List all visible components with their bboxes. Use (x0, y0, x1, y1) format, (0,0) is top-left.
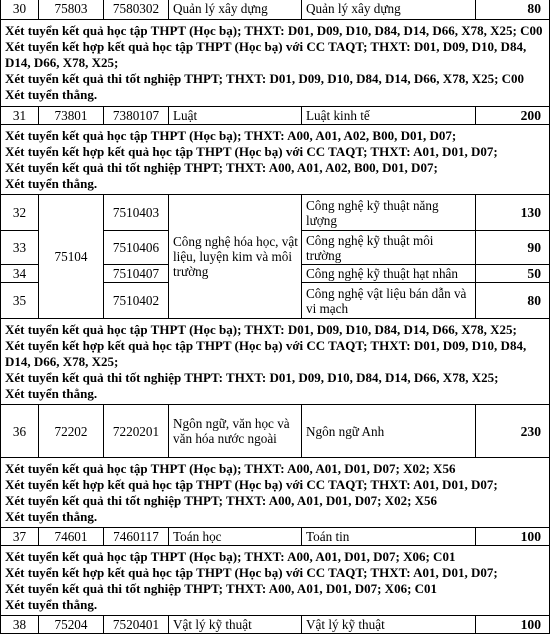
method-line: Xét tuyển kết quả thi tốt nghiệp THPT; THXT: A00, A01, D01, D07; X06; C01 (5, 580, 438, 596)
major-name: Luật kinh tế (302, 107, 476, 125)
quota: 200 (476, 107, 550, 125)
quota: 100 (476, 616, 550, 634)
major-code: 7510407 (104, 265, 169, 283)
admission-methods-row (1, 20, 550, 107)
quota: 130 (476, 195, 550, 231)
major-name: Quản lý xây dựng (302, 0, 476, 20)
method-line: Xét tuyển kết quả học tập THPT (Học bạ); THXT: D01, D09, D10, D84, D14, D66, X78, X25; C00 (5, 23, 543, 38)
quota: 100 (476, 528, 550, 546)
field-name: Luật (169, 107, 302, 125)
group-code: 75104 (39, 195, 104, 319)
admission-methods-row (1, 458, 550, 528)
group-code: 73801 (39, 107, 104, 125)
method-line: Xét tuyển kết hợp kết quả học tập THPT (Học bạ) với CC TAQT; THXT: A01, D01, D07; (5, 564, 498, 580)
method-line: Xét tuyển kết hợp kết quả học tập THPT (Học bạ) với CC TAQT; THXT: D01, D09, D10, D84, D14, D66, X78, X25; (5, 337, 527, 369)
table-row (1, 0, 550, 20)
quota: 80 (476, 283, 550, 319)
major-name: Toán tin (302, 528, 476, 546)
field-name: Ngôn ngữ, văn học và văn hóa nước ngoài (169, 405, 302, 458)
method-line: Xét tuyển thẳng. (5, 385, 98, 401)
field-name: Toán học (169, 528, 302, 546)
major-name: Công nghệ kỹ thuật môi trường (302, 231, 476, 265)
table-row (1, 616, 550, 634)
method-line: Xét tuyển kết quả học tập THPT (Học bạ); THXT: D01, D09, D10, D84, D14, D66, X78, X25; (5, 321, 517, 337)
group-code: 75204 (39, 616, 104, 634)
admission-methods (1, 546, 550, 616)
row-number: 31 (1, 107, 39, 125)
row-number: 32 (1, 195, 39, 231)
row-number: 34 (1, 265, 39, 283)
major-name: Ngôn ngữ Anh (302, 405, 476, 458)
method-line: Xét tuyển thẳng. (5, 87, 98, 102)
row-number: 30 (1, 0, 39, 20)
major-code: 7510406 (104, 231, 169, 265)
table-row (1, 195, 550, 231)
major-name: Vật lý kỹ thuật (302, 616, 476, 634)
row-number: 37 (1, 528, 39, 546)
admission-methods (1, 125, 550, 195)
method-line: Xét tuyển kết quả học tập THPT (Học bạ); THXT: A00, A01, D01, D07; X02; X56 (5, 460, 456, 476)
table-row (1, 528, 550, 546)
major-code: 7580302 (104, 0, 169, 20)
row-number: 36 (1, 405, 39, 458)
group-code: 75803 (39, 0, 104, 20)
quota: 80 (476, 0, 550, 20)
method-line: Xét tuyển thẳng. (5, 175, 98, 191)
method-line: Xét tuyển kết hợp kết quả học tập THPT (Học bạ) với CC TAQT; THXT: A01, D01, D07; (5, 143, 498, 159)
group-code: 72202 (39, 405, 104, 458)
admission-methods-row (1, 319, 550, 405)
major-name: Công nghệ kỹ thuật hạt nhân (302, 265, 476, 283)
method-line: Xét tuyển kết hợp kết quả học tập THPT (Học bạ) với CC TAQT; THXT: D01, D09, D10, D84, D14, D66, X78, X25; (5, 39, 527, 70)
field-name: Vật lý kỹ thuật (169, 616, 302, 634)
table-row (1, 405, 550, 458)
major-name: Công nghệ kỹ thuật năng lượng (302, 195, 476, 231)
major-code: 7520401 (104, 616, 169, 634)
row-number: 38 (1, 616, 39, 634)
major-code: 7460117 (104, 528, 169, 546)
table-row (1, 107, 550, 125)
admission-methods (1, 458, 550, 528)
admission-methods-row (1, 125, 550, 195)
major-code: 7220201 (104, 405, 169, 458)
method-line: Xét tuyển kết hợp kết quả học tập THPT (Học bạ) với CC TAQT; THXT: A01, D01, D07; (5, 476, 498, 492)
row-number: 33 (1, 231, 39, 265)
method-line: Xét tuyển kết quả thi tốt nghiệp THPT; THXT: D01, D09, D10, D84, D14, D66, X78, X25; C00 (5, 71, 525, 86)
admission-methods (1, 20, 550, 107)
major-code: 7380107 (104, 107, 169, 125)
method-line: Xét tuyển kết quả học tập THPT (Học bạ); THXT: A00, A01, D01, D07; X06; C01 (5, 548, 456, 564)
method-line: Xét tuyển kết quả thi tốt nghiệp THPT; THXT: A00, A01, D01, D07; X02; X56 (5, 492, 438, 508)
method-line: Xét tuyển kết quả học tập THPT (Học bạ); THXT: A00, A01, A02, B00, D01, D07; (5, 127, 457, 143)
group-code: 74601 (39, 528, 104, 546)
major-name: Công nghệ vật liệu bán dẫn và vi mạch (302, 283, 476, 319)
quota: 90 (476, 231, 550, 265)
method-line: Xét tuyển thẳng. (5, 508, 98, 524)
method-line: Xét tuyển kết quả thi tốt nghiệp THPT: THXT: D01, D09, D10, D84, D14, D66, X78, X25; (5, 369, 499, 385)
major-code: 7510403 (104, 195, 169, 231)
quota: 50 (476, 265, 550, 283)
method-line: Xét tuyển thẳng. (5, 596, 98, 612)
major-code: 7510402 (104, 283, 169, 319)
field-name: Công nghệ hóa học, vật liệu, luyện kim và môi trường (169, 195, 302, 319)
admission-methods-row (1, 546, 550, 616)
method-line: Xét tuyển kết quả thi tốt nghiệp THPT; THXT: A00, A01, A02, B00, D01, D07; (5, 159, 438, 175)
quota: 230 (476, 405, 550, 458)
row-number: 35 (1, 283, 39, 319)
admission-methods (1, 319, 550, 405)
field-name: Quản lý xây dựng (169, 0, 302, 20)
